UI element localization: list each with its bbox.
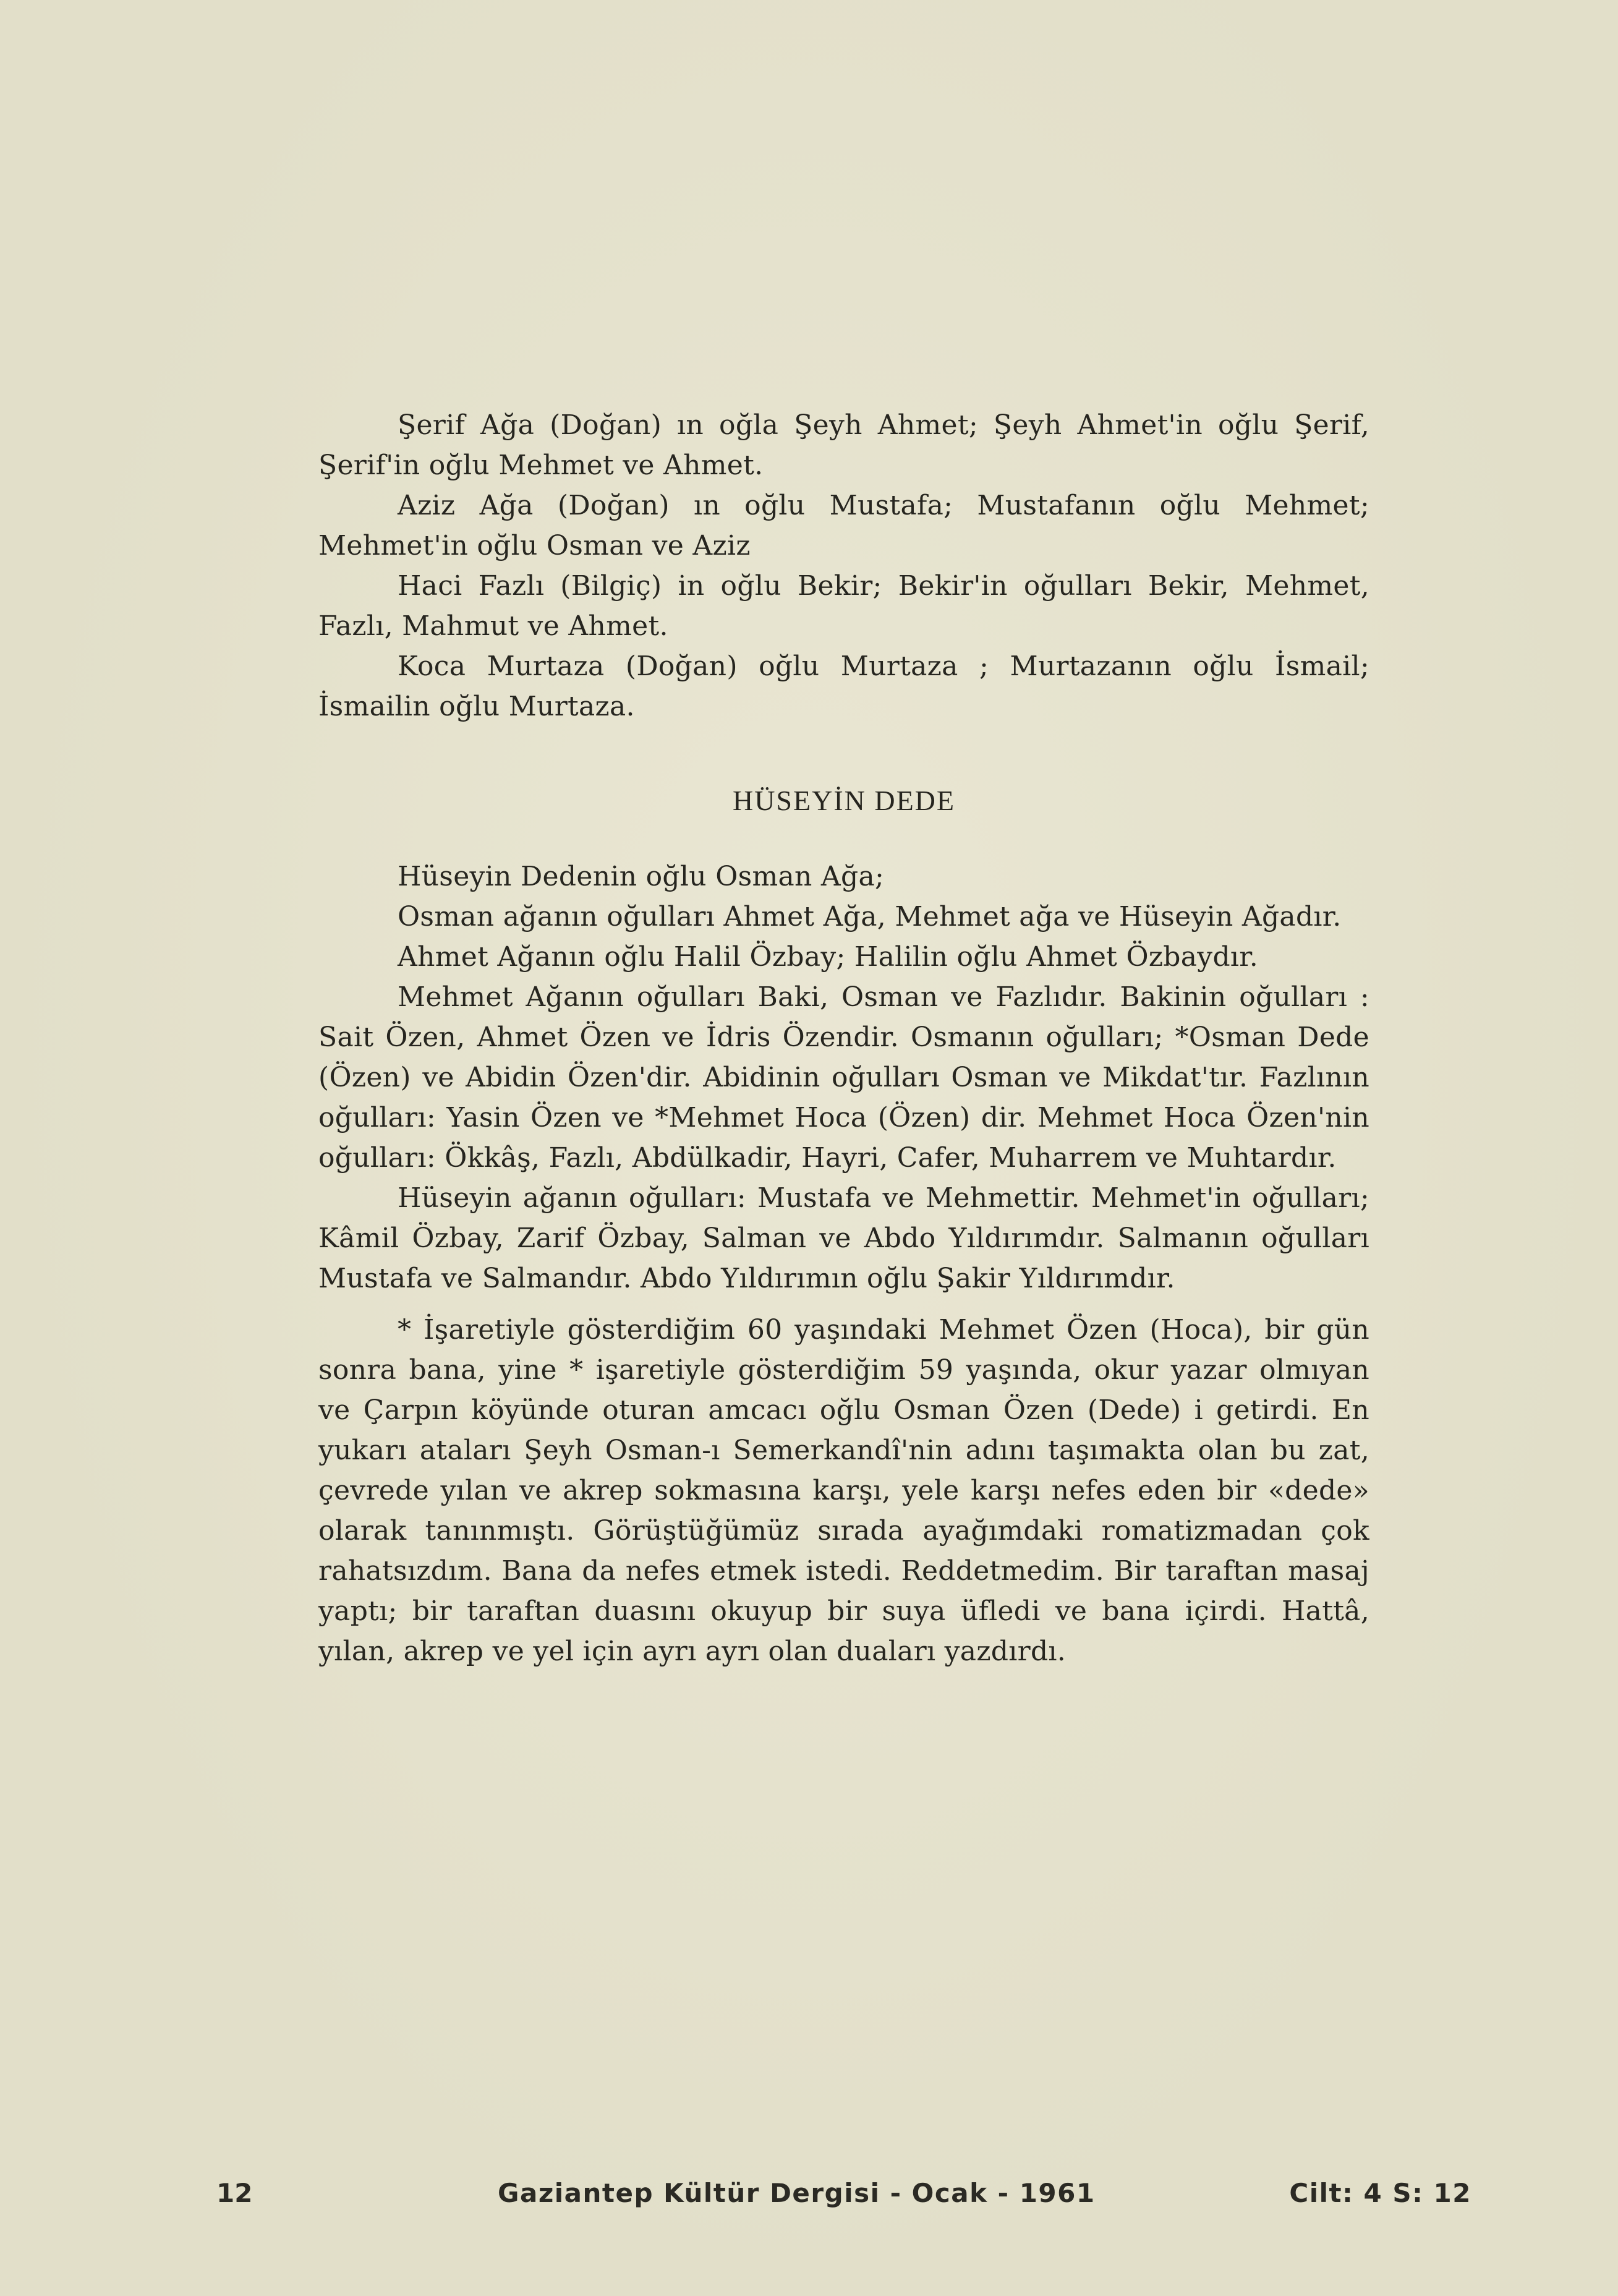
paragraph-koca-murtaza: Koca Murtaza (Doğan) oğlu Murtaza ; Murtazanın oğlu İsmail; İsmailin oğlu Murtaza. (318, 651, 1369, 722)
page-number: 12 (216, 2178, 253, 2208)
paragraph-haci-fazli: Haci Fazlı (Bilgiç) in oğlu Bekir; Bekir'in oğulları Bekir, Mehmet, Fazlı, Mahmut ve Ahmet. (318, 570, 1369, 642)
paragraph-serif-aga: Şerif Ağa (Doğan) ın oğla Şeyh Ahmet; Şeyh Ahmet'in oğlu Şerif, Şerif'in oğlu Mehmet ve Ahmet. (318, 409, 1369, 481)
section-heading: HÜSEYİN DEDE (732, 785, 955, 816)
paragraph-ahmet-aga: Ahmet Ağanın oğlu Halil Özbay; Halilin oğlu Ahmet Özbaydır. (398, 941, 1259, 973)
paragraph-aziz-aga: Aziz Ağa (Doğan) ın oğlu Mustafa; Mustafanın oğlu Mehmet; Mehmet'in oğlu Osman ve Aziz (318, 490, 1369, 561)
paragraph-mehmet-aga: Mehmet Ağanın oğulları Baki, Osman ve Fazlıdır. Bakinin oğulları : Sait Özen, Ahmet Özen ve İdris Özendir. Osmanın oğulları; *Osman Dede (Özen) ve Abidin Özen'dir. Abidinin oğulları Osman ve Mikdat'tır. Fazlının oğulları: Yasin Özen ve *Mehmet Hoca (Özen) dir. Mehmet Hoca Özen'nin oğulları: Ökkâş, Fazlı, Abdülkadir, Hayri, Cafer, Muharrem ve Muhtardır. (318, 981, 1369, 1174)
paragraph-huseyin-aga: Hüseyin ağanın oğulları: Mustafa ve Mehmettir. Mehmet'in oğulları; Kâmil Özbay, Zarif Özbay, Salman ve Abdo Yıldırımdır. Salmanın oğulları Mustafa ve Salmandır. Abdo Yıldırımın oğlu Şakir Yıldırımdır. (318, 1182, 1369, 1294)
paragraph-huseyin-dede: Hüseyin Dedenin oğlu Osman Ağa; (398, 861, 885, 892)
volume-issue: Cilt: 4 S: 12 (1289, 2178, 1471, 2208)
paragraph-note: * İşaretiyle gösterdiğim 60 yaşındaki Mehmet Özen (Hoca), bir gün sonra bana, yine * işaretiyle gösterdiğim 59 yaşında, okur yazar olmıyan ve Çarpın köyünde oturan amcacı oğlu Osman Özen (Dede) i getirdi. En yukarı ataları Şeyh Osman-ı Semerkandî'nin adını taşımakta olan bu zat, çevrede yılan ve akrep sokmasına karşı, yele karşı nefes eden bir «dede» olarak tanınmıştı. Görüştüğümüz sırada ayağımdaki romatizmadan çok rahatsızdım. Bana da nefes etmek istedi. Reddetmedim. Bir taraftan masaj yaptı; bir taraftan duasını okuyup bir suya üfledi ve bana içirdi. Hattâ, yılan, akrep ve yel için ayrı ayrı olan duaları yazdırdı. (318, 1314, 1369, 1667)
journal-title: Gaziantep Kültür Dergisi - Ocak - 1961 (498, 2178, 1096, 2208)
paragraph-osman-aga: Osman ağanın oğulları Ahmet Ağa, Mehmet ağa ve Hüseyin Ağadır. (398, 901, 1342, 932)
page-footer (216, 2178, 1471, 2215)
body-text (318, 405, 1369, 1671)
